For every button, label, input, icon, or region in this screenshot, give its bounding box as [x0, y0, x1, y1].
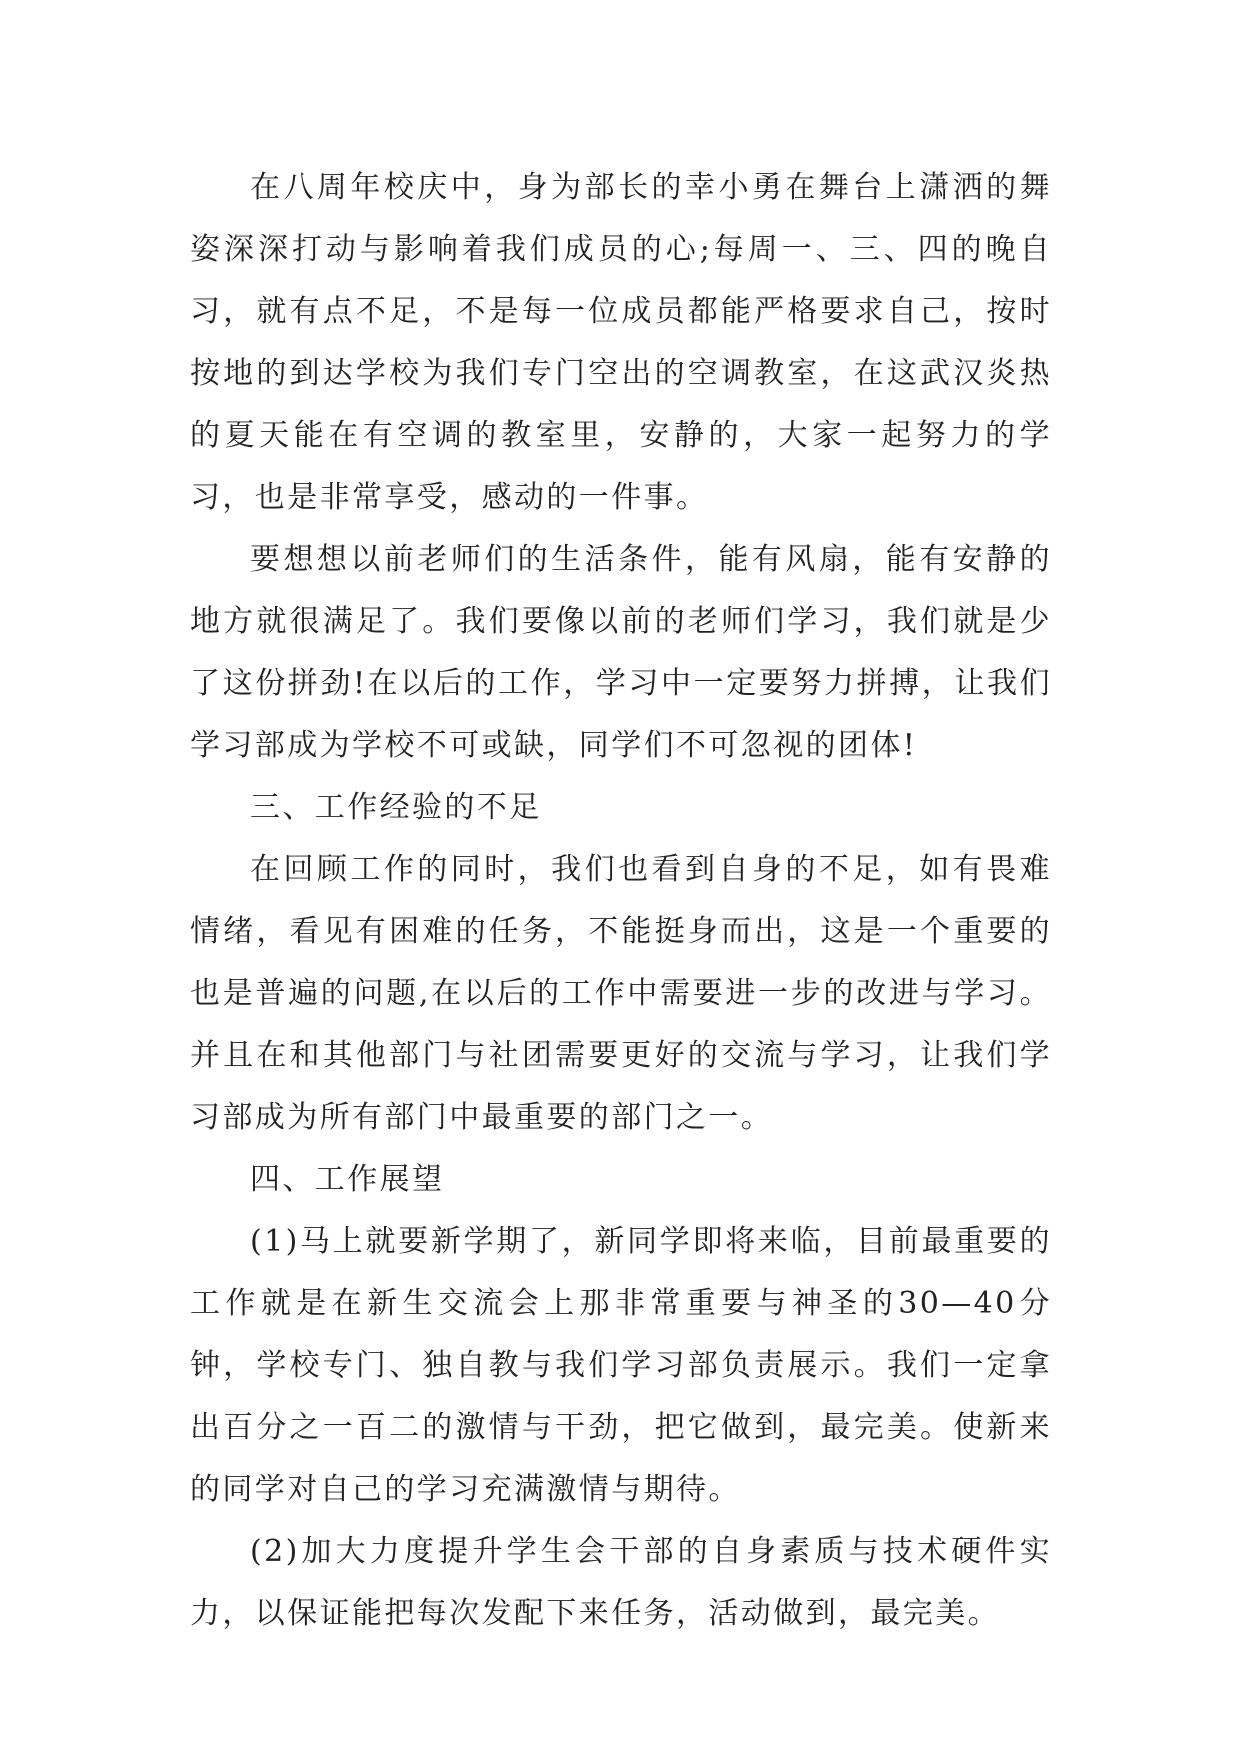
- paragraph-outlook-item-1: (1)马上就要新学期了，新同学即将来临，目前最重要的工作就是在新生交流会上那非常重要与神圣的30—40分钟，学校专门、独自教与我们学习部负责展示。我们一定拿出百分之一百二的激情与干劲，把它做到，最完美。使新来的同学对自己的学习充满激情与期待。: [190, 1224, 1052, 1507]
- paragraph-outlook-item-2: (2)加大力度提升学生会干部的自身素质与技术硬件实力，以保证能把每次发配下来任务，活动做到，最完美。: [190, 1534, 1052, 1631]
- paragraph-shortcomings: 在回顾工作的同时，我们也看到自身的不足，如有畏难情绪，看见有困难的任务，不能挺身而出，这是一个重要的也是普遍的问题,在以后的工作中需要进一步的改进与学习。并且在和其他部门与社团需要更好的交流与学习，让我们学习部成为所有部门中最重要的部门之一。: [190, 852, 1052, 1135]
- paragraph-anniversary: 在八周年校庆中，身为部长的幸小勇在舞台上潇洒的舞姿深深打动与影响着我们成员的心;每周一、三、四的晚自习，就有点不足，不是每一位成员都能严格要求自己，按时按地的到达学校为我们专门空出的空调教室，在这武汉炎热的夏天能在有空调的教室里，安静的，大家一起努力的学习，也是非常享受，感动的一件事。: [190, 170, 1052, 515]
- document-body: [190, 157, 1052, 1645]
- section-heading-outlook: 四、工作展望: [250, 1162, 445, 1197]
- section-heading-shortcomings: 三、工作经验的不足: [250, 790, 542, 825]
- paragraph-learn-from-teachers: 要想想以前老师们的生活条件，能有风扇，能有安静的地方就很满足了。我们要像以前的老师们学习，我们就是少了这份拼劲!在以后的工作，学习中一定要努力拼搏，让我们学习部成为学校不可或缺，同学们不可忽视的团体!: [190, 542, 1052, 763]
